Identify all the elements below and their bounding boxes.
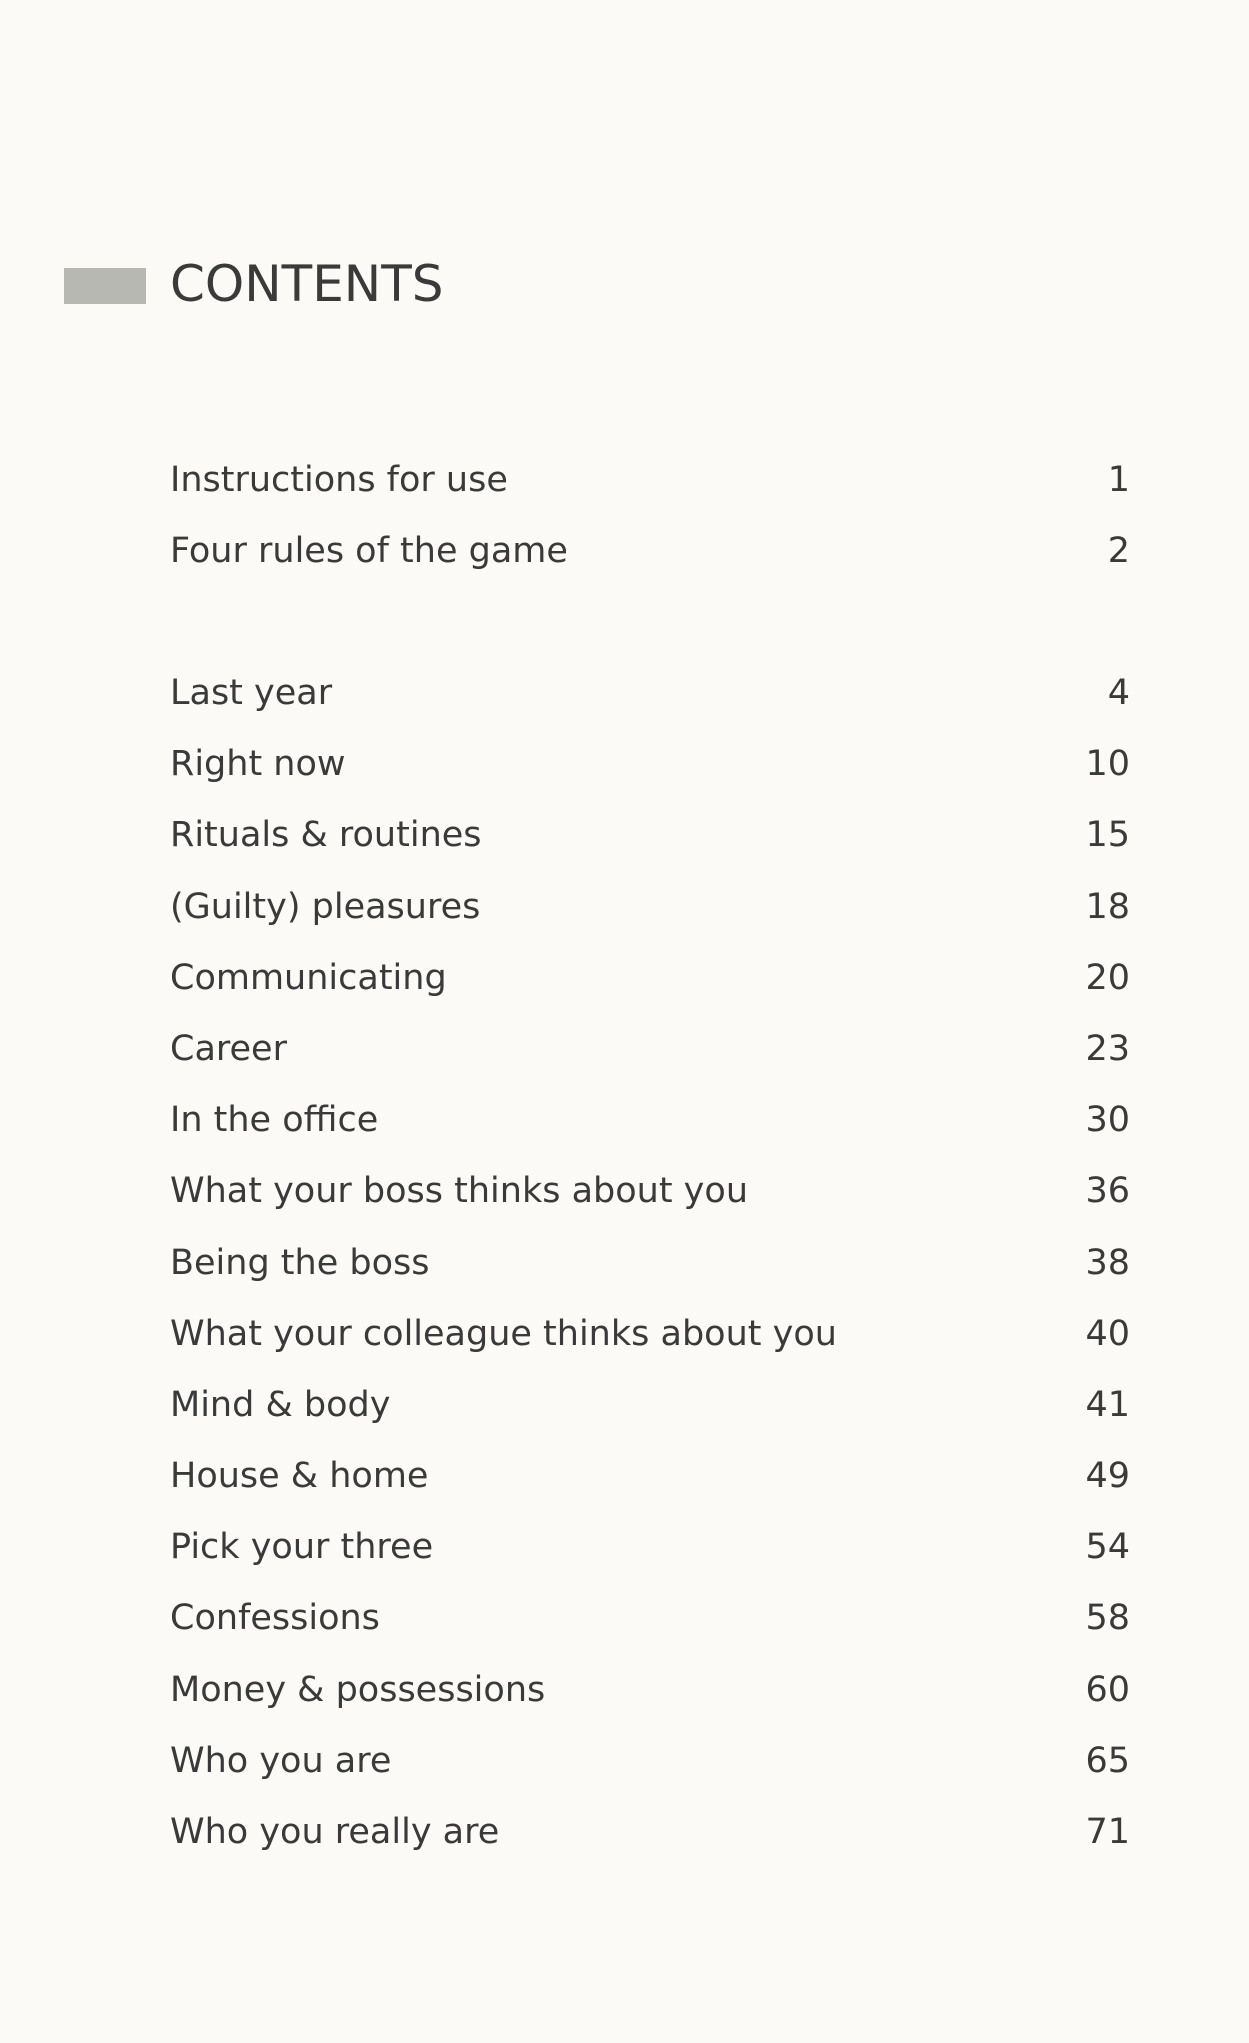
toc-entry-title: Four rules of the game bbox=[170, 531, 568, 572]
toc-entry-title: Instructions for use bbox=[170, 460, 508, 500]
toc-entry-title: House & home bbox=[170, 1456, 429, 1497]
toc-intro-group bbox=[170, 448, 1130, 590]
toc-entry[interactable] bbox=[170, 1658, 1130, 1729]
toc-entry-page: 2 bbox=[1107, 531, 1130, 572]
heading-accent-bar bbox=[64, 268, 146, 304]
toc-entry-page: 20 bbox=[1085, 957, 1130, 998]
toc-entry-page: 71 bbox=[1085, 1812, 1130, 1852]
toc-entry-page: 38 bbox=[1085, 1242, 1130, 1283]
toc-entry-title: Confessions bbox=[170, 1598, 380, 1639]
toc-entry[interactable] bbox=[170, 946, 1130, 1017]
toc-entry-page: 49 bbox=[1085, 1456, 1130, 1497]
toc-main-group bbox=[170, 661, 1130, 1871]
toc-entry[interactable] bbox=[170, 1729, 1130, 1800]
toc-entry-page: 54 bbox=[1085, 1527, 1130, 1568]
toc-entry-title: (Guilty) pleasures bbox=[170, 886, 481, 927]
toc-entry[interactable] bbox=[170, 519, 1130, 590]
toc-entry-title: Mind & body bbox=[170, 1384, 391, 1425]
toc-entry-page: 18 bbox=[1085, 886, 1130, 927]
toc-entry-title: Money & possessions bbox=[170, 1669, 546, 1710]
toc-entry[interactable] bbox=[170, 732, 1130, 803]
toc-entry[interactable] bbox=[170, 1088, 1130, 1159]
page-title: CONTENTS bbox=[170, 255, 444, 313]
toc-entry[interactable] bbox=[170, 448, 1130, 519]
toc-entry-page: 65 bbox=[1085, 1740, 1130, 1781]
toc-entry-title: Pick your three bbox=[170, 1527, 434, 1568]
toc-entry-title: Right now bbox=[170, 744, 346, 785]
toc-entry-title: Last year bbox=[170, 673, 333, 713]
toc-entry-title: Who you really are bbox=[170, 1812, 500, 1852]
toc-entry[interactable] bbox=[170, 1586, 1130, 1657]
toc-entry-title: What your colleague thinks about you bbox=[170, 1313, 837, 1354]
toc-entry-title: Career bbox=[170, 1028, 287, 1069]
toc-entry-page: 10 bbox=[1085, 744, 1130, 785]
toc-entry-page: 4 bbox=[1107, 673, 1130, 713]
toc-entry-page: 23 bbox=[1085, 1028, 1130, 1069]
toc-entry-page: 1 bbox=[1107, 460, 1130, 500]
toc-entry[interactable] bbox=[170, 1515, 1130, 1586]
toc-entry-page: 36 bbox=[1085, 1171, 1130, 1212]
toc-entry[interactable] bbox=[170, 1302, 1130, 1373]
toc-entry-page: 40 bbox=[1085, 1313, 1130, 1354]
toc-entry[interactable] bbox=[170, 1017, 1130, 1088]
toc-entry-page: 60 bbox=[1085, 1669, 1130, 1710]
toc-entry[interactable] bbox=[170, 661, 1130, 732]
toc-entry-title: Rituals & routines bbox=[170, 815, 482, 856]
toc-entry-title: What your boss thinks about you bbox=[170, 1171, 748, 1212]
toc-entry-page: 41 bbox=[1085, 1384, 1130, 1425]
toc-entry-page: 58 bbox=[1085, 1598, 1130, 1639]
toc-entry[interactable] bbox=[170, 1159, 1130, 1230]
toc-entry[interactable] bbox=[170, 1800, 1130, 1871]
toc-entry-title: Who you are bbox=[170, 1740, 392, 1781]
toc-entry-title: Communicating bbox=[170, 957, 447, 998]
toc-entry[interactable] bbox=[170, 875, 1130, 946]
toc-entry[interactable] bbox=[170, 1231, 1130, 1302]
toc-entry-page: 30 bbox=[1085, 1100, 1130, 1141]
toc-entry-title: Being the boss bbox=[170, 1242, 430, 1283]
toc-entry-title: In the office bbox=[170, 1100, 379, 1141]
toc-entry[interactable] bbox=[170, 1373, 1130, 1444]
toc-entry-page: 15 bbox=[1085, 815, 1130, 856]
toc-entry[interactable] bbox=[170, 1444, 1130, 1515]
toc-entry[interactable] bbox=[170, 803, 1130, 874]
